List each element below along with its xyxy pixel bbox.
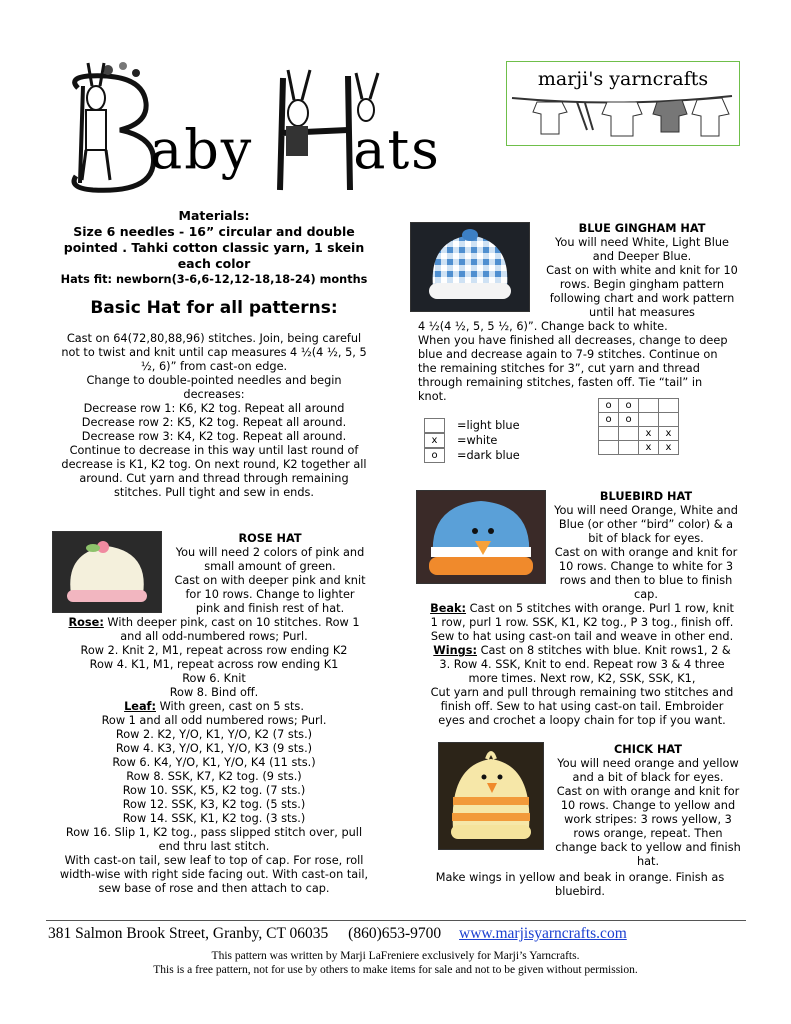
- chart-cell: [639, 413, 659, 427]
- rose-intro-line: You will need 2 colors of pink and: [175, 546, 365, 559]
- basic-line: Decrease row 3: K4, K2 tog. Repeat all around.: [81, 430, 347, 443]
- chart-row: [599, 427, 679, 441]
- rose-row: Row 8. Bind off.: [169, 686, 259, 699]
- chick-hat-photo: [438, 742, 544, 850]
- bluebird-side-line: You will need Orange, White and: [554, 504, 738, 517]
- leaf-row: sew base of rose and then attach to cap.: [98, 882, 330, 895]
- legend-row: [424, 433, 520, 448]
- rose-row: and all odd-numbered rows; Purl.: [120, 630, 308, 643]
- rose-hat-photo: [52, 531, 162, 613]
- chick-side-line: work stripes: 3 rows yellow, 3: [564, 813, 732, 826]
- legend-label: =white: [457, 433, 498, 447]
- legend-row: [424, 448, 520, 463]
- chart-cell: [619, 441, 639, 455]
- footer-notes: [30, 949, 761, 977]
- gingham-line: through remaining stitches, fasten off. Tie “tail” in: [418, 376, 703, 389]
- chick-side-line: and a bit of black for eyes.: [572, 771, 724, 784]
- leaf-label: Leaf:: [124, 700, 156, 713]
- basic-heading: Basic Hat for all patterns:: [90, 298, 338, 318]
- bluebird-side-line: 10 rows. Change to white for 3: [558, 560, 734, 573]
- wings-row: finish off. Sew to hat using cast-on tail. Embroider: [440, 700, 724, 713]
- chick-side-line: You will need orange and yellow: [557, 757, 739, 770]
- chart-cell: [599, 441, 619, 455]
- chick-side-line: change back to yellow and finish: [555, 841, 741, 854]
- basic-hat-section: [34, 298, 394, 500]
- title-aby: aby: [150, 118, 254, 181]
- leaf-row: width-wise with right side facing out. With cast-on tail,: [59, 868, 369, 881]
- rose-row: Row 2. Knit 2, M1, repeat across row ending K2: [80, 644, 348, 657]
- materials-heading: Materials:: [178, 208, 250, 223]
- bluebird-hat-image: [417, 491, 545, 583]
- leaf-row: Row 12. SSK, K3, K2 tog. (5 sts.): [122, 798, 306, 811]
- brand-logo: [506, 61, 740, 146]
- gingham-hat-photo: [410, 222, 530, 312]
- chart-cell: x: [659, 427, 679, 441]
- gingham-side-line: following chart and work pattern: [549, 292, 735, 305]
- wings-row: eyes and crochet a loopy chain for top if you want.: [438, 714, 726, 727]
- rose-intro-line: Cast on with deeper pink and knit: [174, 574, 366, 587]
- chart-cell: [599, 427, 619, 441]
- gingham-heading: BLUE GINGHAM HAT: [578, 222, 706, 235]
- leaf-row: end thru last stitch.: [158, 840, 270, 853]
- bluebird-instructions: [412, 602, 752, 728]
- wings-text: Cast on 8 stitches with blue. Knit rows1, 2 &: [477, 644, 731, 657]
- wings-row: 3. Row 4. SSK, Knit to end. Repeat row 3 & 4 three: [439, 658, 725, 671]
- basic-line: not to twist and knit until cap measures 4 ½(4 ½, 5, 5: [61, 346, 367, 359]
- chart-cell: o: [619, 399, 639, 413]
- legend-row: [424, 418, 520, 433]
- chart-cell: [619, 427, 639, 441]
- chart-cell: [659, 413, 679, 427]
- beak-text: Cast on 5 stitches with orange. Purl 1 row, knit: [466, 602, 734, 615]
- footer-contact: [48, 925, 748, 943]
- rose-heading: ROSE HAT: [238, 532, 302, 545]
- gingham-line: When you have finished all decreases, change to deep: [418, 334, 728, 347]
- gingham-chart: [598, 398, 679, 455]
- basic-line: Cast on 64(72,80,88,96) stitches. Join, being careful: [66, 332, 362, 345]
- rose-hat-instructions: [34, 616, 394, 896]
- gingham-hat-image: [411, 223, 529, 311]
- bluebird-hat-photo: [416, 490, 546, 584]
- basic-line: Change to double-pointed needles and begin: [86, 374, 342, 387]
- gingham-line: knot.: [418, 390, 447, 403]
- leaf-row: With cast-on tail, sew leaf to top of cap. For rose, roll: [64, 854, 364, 867]
- page-title: [150, 118, 441, 181]
- bluebird-side-line: cap.: [634, 588, 658, 601]
- legend-label: =light blue: [457, 418, 520, 432]
- leaf-row: Row 14. SSK, K1, K2 tog. (3 sts.): [122, 812, 306, 825]
- leaf-row: Row 2. K2, Y/O, K1, Y/O, K2 (7 sts.): [115, 728, 313, 741]
- leaf-row: Row 1 and all odd numbered rows; Purl.: [101, 714, 327, 727]
- rose-hat-image: [53, 532, 161, 612]
- leaf-row: Row 10. SSK, K5, K2 tog. (7 sts.): [122, 784, 306, 797]
- gingham-intro: [536, 222, 748, 320]
- basic-line: decreases:: [183, 388, 245, 401]
- basic-line: around. Cut yarn and thread through remaining: [79, 472, 349, 485]
- chick-hat-image: [439, 743, 543, 849]
- rose-label: Rose:: [68, 616, 104, 629]
- chart-cell: x: [659, 441, 679, 455]
- leaf-row: Row 4. K3, Y/O, K1, Y/O, K3 (9 sts.): [115, 742, 313, 755]
- gingham-side-line: and Deeper Blue.: [592, 250, 692, 263]
- leaf-row: Row 6. K4, Y/O, K1, Y/O, K4 (11 sts.): [112, 756, 316, 769]
- gingham-side-line: You will need White, Light Blue: [555, 236, 729, 249]
- chart-row: [599, 441, 679, 455]
- beak-row: Sew to hat using cast-on tail and weave in other end.: [430, 630, 734, 643]
- chart-cell: x: [639, 427, 659, 441]
- brand-name: marji's yarncrafts: [537, 68, 709, 90]
- gingham-side-line: rows. Begin gingham pattern: [559, 278, 725, 291]
- footer-note: This is a free pattern, not for use by others to make items for sale and not to be given without permission.: [153, 964, 638, 976]
- basic-line: ½, 6)” from cast-on edge.: [140, 360, 288, 373]
- materials-line: pointed . Tahki cotton classic yarn, 1 skein: [63, 240, 365, 255]
- basic-line: decrease is K1, K2 tog. On next round, K2 together all: [61, 458, 367, 471]
- rose-text: With deeper pink, cast on 10 stitches. Row 1: [103, 616, 360, 629]
- legend-symbol: x: [424, 433, 445, 448]
- legend-symbol: [424, 418, 445, 433]
- chick-side-line: rows orange, repeat. Then: [573, 827, 723, 840]
- leaf-text: With green, cast on 5 sts.: [156, 700, 304, 713]
- bluebird-side-line: Blue (or other “bird” color) & a: [558, 518, 734, 531]
- materials-line: Size 6 needles - 16” circular and double: [73, 224, 355, 239]
- chart-cell: [639, 399, 659, 413]
- clothesline-icon: [507, 90, 737, 140]
- basic-line: stitches. Pull tight and sew in ends.: [114, 486, 314, 499]
- rose-row: Row 6. Knit: [182, 672, 246, 685]
- chart-cell: o: [599, 413, 619, 427]
- bluebird-intro: [546, 490, 746, 602]
- chick-line: Make wings in yellow and beak in orange. Finish as: [435, 871, 725, 884]
- bluebird-side-line: bit of black for eyes.: [588, 532, 704, 545]
- wings-row: Cut yarn and pull through remaining two stitches and: [430, 686, 734, 699]
- leaf-row: Row 16. Slip 1, K2 tog., pass slipped stitch over, pull: [65, 826, 363, 839]
- gingham-side-line: Cast on with white and knit for 10: [546, 264, 738, 277]
- footer-phone: (860)653-9700: [348, 925, 442, 942]
- materials-line: each color: [177, 256, 251, 271]
- legend-symbol: o: [424, 448, 445, 463]
- footer-note: This pattern was written by Marji LaFreniere exclusively for Marji’s Yarncrafts.: [211, 950, 580, 962]
- beak-label: Beak:: [430, 602, 467, 615]
- materials-fit: Hats fit: newborn(3-6,6-12,12-18,18-24) months: [60, 273, 368, 286]
- rose-intro-line: small amount of green.: [204, 560, 336, 573]
- gingham-line: 4 ½(4 ½, 5, 5 ½, 6)”. Change back to white.: [418, 320, 668, 333]
- rose-hat-intro: [164, 532, 376, 616]
- bluebird-side-line: Cast on with orange and knit for: [554, 546, 738, 559]
- gingham-legend: [424, 418, 520, 463]
- title-ats: ats: [353, 118, 441, 181]
- chick-side-line: hat.: [636, 855, 660, 868]
- chick-line: bluebird.: [555, 885, 605, 898]
- footer-url-link[interactable]: www.marjisyarncrafts.com: [459, 925, 627, 942]
- chick-side-line: 10 rows. Change to yellow and: [560, 799, 736, 812]
- footer-rule: [46, 920, 746, 921]
- chart-row: [599, 399, 679, 413]
- chart-cell: [659, 399, 679, 413]
- chick-side-line: Cast on with orange and knit for: [556, 785, 740, 798]
- rose-row: Row 4. K1, M1, repeat across row ending K1: [89, 658, 339, 671]
- chick-instructions: [410, 871, 750, 899]
- legend-label: =dark blue: [457, 448, 520, 462]
- chick-intro: [546, 743, 750, 869]
- basic-line: Decrease row 2: K5, K2 tog. Repeat all around.: [81, 416, 347, 429]
- chart-cell: x: [639, 441, 659, 455]
- rose-intro-line: for 10 rows. Change to lighter: [185, 588, 355, 601]
- bluebird-side-line: rows and then to blue to finish: [559, 574, 733, 587]
- chart-cell: o: [619, 413, 639, 427]
- bluebird-heading: BLUEBIRD HAT: [599, 490, 693, 503]
- basic-line: Continue to decrease in this way until last round of: [69, 444, 359, 457]
- gingham-line: blue and decrease again to 7-9 stitches. Continue on: [418, 348, 718, 361]
- chart-row: [599, 413, 679, 427]
- rose-intro-line: pink and finish rest of hat.: [195, 602, 345, 615]
- chick-heading: CHICK HAT: [614, 743, 682, 756]
- wings-label: Wings:: [433, 644, 477, 657]
- gingham-instructions: [418, 320, 748, 404]
- basic-line: Decrease row 1: K6, K2 tog. Repeat all around: [83, 402, 345, 415]
- beak-row: 1 row, purl 1 row. SSK, K1, K2 tog., P 3 tog., finish off.: [430, 616, 734, 629]
- materials-section: [44, 208, 384, 288]
- wings-row: more times. Next row, K2, SSK, SSK, K1,: [468, 672, 696, 685]
- chart-cell: o: [599, 399, 619, 413]
- leaf-row: Row 8. SSK, K7, K2 tog. (9 sts.): [126, 770, 302, 783]
- gingham-side-line: until hat measures: [589, 306, 695, 319]
- footer-address: 381 Salmon Brook Street, Granby, CT 06035: [48, 925, 329, 942]
- gingham-line: the remaining stitches for 3”, cut yarn and thread: [418, 362, 700, 375]
